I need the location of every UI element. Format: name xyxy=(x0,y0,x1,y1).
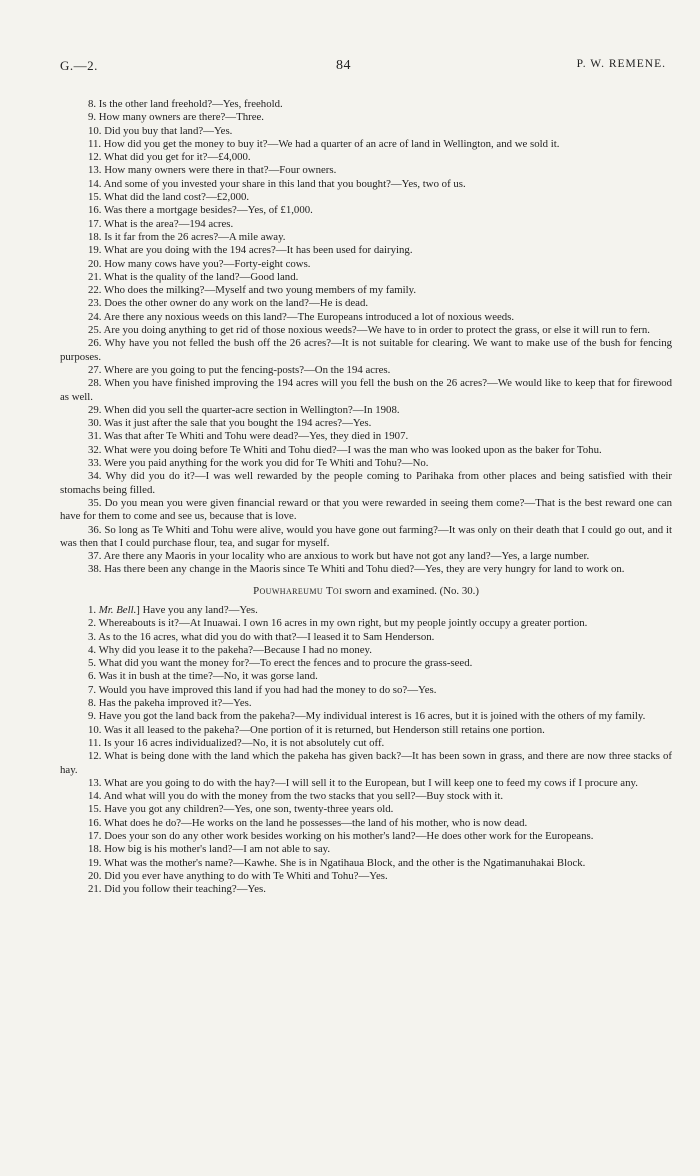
qa-paragraph: 28. When you have finished improving the 194 acres will you fell the bush on the 26 acres?—We would like to keep that for firewood as well. xyxy=(60,377,672,403)
qa-paragraph: 25. Are you doing anything to get rid of those noxious weeds?—We have to in order to protect the grass, or else it will run to fern. xyxy=(88,324,650,337)
qa-paragraph: 30. Was it just after the sale that you bought the 194 acres?—Yes. xyxy=(88,417,372,430)
qa-paragraph: 16. Was there a mortgage besides?—Yes, of £1,000. xyxy=(88,204,313,217)
qa-paragraph: 13. How many owners were there in that?—Four owners. xyxy=(88,164,337,177)
qa-paragraph: 9. Have you got the land back from the pakeha?—My individual interest is 16 acres, but it is joined with the others of my family. xyxy=(88,710,646,723)
qa-paragraph: 6. Was it in bush at the time?—No, it was gorse land. xyxy=(88,670,318,683)
qa-paragraph: 27. Where are you going to put the fencing-posts?—On the 194 acres. xyxy=(88,363,391,376)
header-reference: G.—2. xyxy=(60,58,98,73)
qa-paragraph: 38. Has there been any change in the Maoris since Te Whiti and Tohu died?—Yes, they are very hungry for land to work on. xyxy=(88,563,625,576)
qa-paragraph: 4. Why did you lease it to the pakeha?—Because I had no money. xyxy=(88,643,372,656)
qa-paragraph: 10. Did you buy that land?—Yes. xyxy=(88,124,233,137)
page-number: 84 xyxy=(336,58,351,73)
qa-paragraph: 17. Does your son do any other work besides working on his mother's land?—He does other work for the Europeans. xyxy=(88,830,594,843)
header-witness-name: P. W. REMENE. xyxy=(576,58,666,70)
qa-paragraph: 21. What is the quality of the land?—Good land. xyxy=(88,270,299,283)
qa-paragraph: 7. Would you have improved this land if you had had the money to do so?—Yes. xyxy=(88,683,437,696)
qa-paragraph: 12. What is being done with the land which the pakeha has given back?—It has been sown in grass, and there are now three stacks of hay. xyxy=(60,750,672,776)
qa-paragraph: 19. What was the mother's name?—Kawhe. She is in Ngatihaua Block, and the other is the Ngatimanuhakai Block. xyxy=(88,856,586,869)
qa-paragraph: 2. Whereabouts is it?—At Inuawai. I own 16 acres in my own right, but my people jointly occupy a greater portion. xyxy=(88,617,588,630)
qa-paragraph: 5. What did you want the money for?—To erect the fences and to procure the grass-seed. xyxy=(88,657,473,670)
question-text: ] Have you any land?—Yes. xyxy=(136,603,258,616)
qa-paragraph: 18. Is it far from the 26 acres?—A mile away. xyxy=(88,230,286,243)
qa-paragraph: 33. Were you paid anything for the work you did for Te Whiti and Tohu?—No. xyxy=(88,457,429,470)
examination-part-1 xyxy=(60,98,672,577)
qa-paragraph: 12. What did you get for it?—£4,000. xyxy=(88,151,251,164)
qa-paragraph: 11. Is your 16 acres individualized?—No, it is not absolutely cut off. xyxy=(88,736,385,749)
qa-paragraph: 21. Did you follow their teaching?—Yes. xyxy=(88,883,266,896)
qa-paragraph: 19. What are you doing with the 194 acres?—It has been used for dairying. xyxy=(88,244,413,257)
qa-paragraph: 35. Do you mean you were given financial reward or that you were rewarded in seeing them come?—That is the best reward one can have for them to come and see us, because that is love. xyxy=(60,496,672,523)
qa-paragraph: 9. How many owners are there?—Three. xyxy=(88,111,264,124)
speaker-name: Mr. Bell. xyxy=(98,603,137,616)
question-1 xyxy=(60,604,672,617)
section-heading-rest: sworn and examined. (No. 30.) xyxy=(342,584,479,597)
qa-paragraph: 20. Did you ever have anything to do with Te Whiti and Tohu?—Yes. xyxy=(88,869,388,882)
qa-paragraph: 11. How did you get the money to buy it?—We had a quarter of an acre of land in Wellington, and we sold it. xyxy=(88,137,560,150)
qa-paragraph: 13. What are you going to do with the hay?—I will sell it to the European, but I will keep one to feed my cows if I procure any. xyxy=(88,776,638,789)
qa-paragraph: 32. What were you doing before Te Whiti and Tohu died?—I was the man who was looked upon as the baker for Tohu. xyxy=(88,443,602,456)
qa-paragraph: 15. What did the land cost?—£2,000. xyxy=(88,191,250,204)
qa-paragraph: 14. And what will you do with the money from the two stacks that you sell?—Buy stock with it. xyxy=(88,790,504,803)
qa-paragraph: 16. What does he do?—He works on the land he possesses—the land of his mother, who is now dead. xyxy=(88,816,528,829)
qa-paragraph: 26. Why have you not felled the bush off the 26 acres?—It is not suitable for clearing. We want to make use of the bush for fencing purposes. xyxy=(60,337,672,363)
qa-paragraph: 29. When did you sell the quarter-acre section in Wellington?—In 1908. xyxy=(88,403,400,416)
qa-paragraph: 36. So long as Te Whiti and Tohu were alive, would you have gone out farming?—It was only on their death that I could go out, and it was then that I could purchase flour, tea, and sugar for myself. xyxy=(60,523,672,549)
qa-paragraph: 37. Are there any Maoris in your locality who are anxious to work but have not got any land?—Yes, a large number. xyxy=(88,550,590,563)
section-heading xyxy=(60,585,672,598)
qa-paragraph: 23. Does the other owner do any work on the land?—He is dead. xyxy=(88,297,369,310)
qa-paragraph: 3. As to the 16 acres, what did you do with that?—I leased it to Sam Henderson. xyxy=(88,630,435,643)
qa-paragraph: 14. And some of you invested your share in this land that you bought?—Yes, two of us. xyxy=(88,177,466,190)
qa-paragraph: 10. Was it all leased to the pakeha?—One portion of it is returned, but Henderson still retains one portion. xyxy=(88,723,545,736)
qa-paragraph: 8. Is the other land freehold?—Yes, freehold. xyxy=(88,98,283,110)
document-body xyxy=(60,98,672,897)
question-number: 1. xyxy=(88,603,99,616)
qa-paragraph: 8. Has the pakeha improved it?—Yes. xyxy=(88,697,252,710)
qa-paragraph: 15. Have you got any children?—Yes, one son, twenty-three years old. xyxy=(88,803,394,816)
qa-paragraph: 24. Are there any noxious weeds on this land?—The Europeans introduced a lot of noxious weeds. xyxy=(88,310,515,323)
qa-paragraph: 34. Why did you do it?—I was well rewarded by the people coming to Parihaka from other places and being satisfied with their stomachs being filled. xyxy=(60,470,672,496)
qa-paragraph: 22. Who does the milking?—Myself and two young members of my family. xyxy=(88,284,417,297)
witness-name: Pouwhareumu Toi xyxy=(253,584,343,597)
qa-paragraph: 31. Was that after Te Whiti and Tohu were dead?—Yes, they died in 1907. xyxy=(88,430,409,443)
qa-paragraph: 20. How many cows have you?—Forty-eight cows. xyxy=(88,257,311,270)
qa-paragraph: 18. How big is his mother's land?—I am not able to say. xyxy=(88,843,331,856)
qa-paragraph: 17. What is the area?—194 acres. xyxy=(88,217,234,230)
examination-part-2 xyxy=(60,617,672,896)
